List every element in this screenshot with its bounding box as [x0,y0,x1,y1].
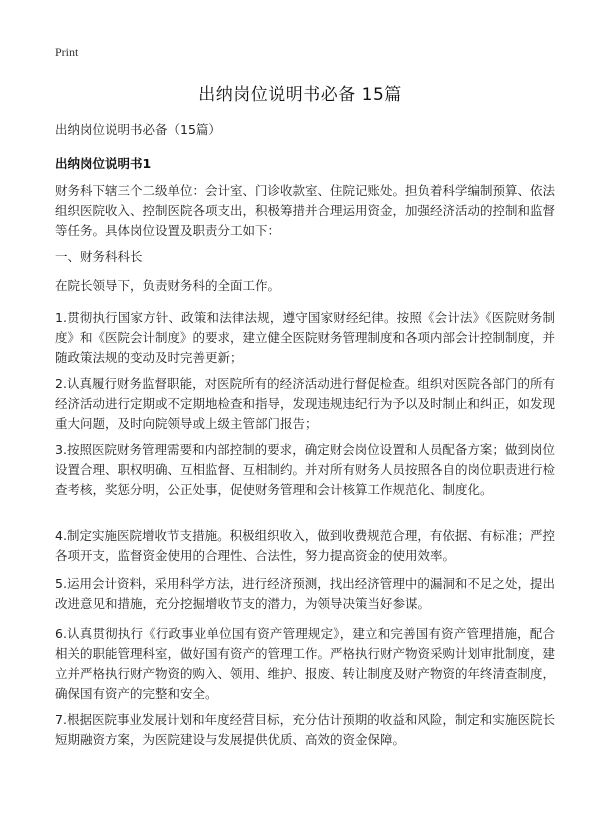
paragraph-chief-summary: 在院长领导下，负责财务科的全面工作。 [55,278,281,293]
paragraph-intro: 财务科下辖三个二级单位：会计室、门诊收款室、住院记账处。担负着科学编制预算、依法组织医院收入、控制医院各项支出，积极筹措并合理运用资金，加强经济活动的控制和监督等任务。具体岗位设置及职责分工如下： [55,183,556,238]
document-subtitle: 出纳岗位说明书必备（15篇） [55,122,221,137]
document-title: 出纳岗位说明书必备 15篇 [198,85,402,105]
paragraph-duty-7: 7.根据医院事业发展计划和年度经营目标，充分估计预期的收益和风险，制定和实施医院长短期融资方案，为医院建设与发展提供优质、高效的资金保障。 [55,712,555,747]
section-heading: 出纳岗位说明书1 [55,156,152,171]
paragraph-duty-5: 5.运用会计资料，采用科学方法，进行经济预测，找出经济管理中的漏洞和不足之处，提出改进意见和措施，充分挖掘增收节支的潜力，为领导决策当好参谋。 [55,576,555,611]
paragraph-duty-1: 1.贯彻执行国家方针、政策和法律法规，遵守国家财经纪律。按照《会计法》《医院财务制度》和《医院会计制度》的要求，建立健全医院财务管理制度和各项内部会计控制制度，并随政策法规的变动及时完善更新； [55,310,556,365]
paragraph-duty-6: 6.认真贯彻执行《行政事业单位国有资产管理规定》，建立和完善国有资产管理措施，配合相关的职能管理科室，做好国有资产的管理工作。严格执行财产物资采购计划审批制度，建立并严格执行财产物资的购入、领用、维护、报废、转让制度及财产物资的年终清查制度，确保国有资产的完整和安全。 [55,626,556,701]
paragraph-heading-chief: 一、财务科科长 [55,249,143,264]
print-link[interactable]: Print [55,45,79,59]
paragraph-duty-3: 3.按照医院财务管理需要和内部控制的要求，确定财会岗位设置和人员配备方案；做到岗位设置合理、职权明确、互相监督、互相制约。并对所有财务人员按照各自的岗位职责进行检查考核，奖惩分明，公正处事，促使财务管理和会计核算工作规范化、制度化。 [55,442,556,497]
paragraph-duty-2: 2.认真履行财务监督职能，对医院所有的经济活动进行督促检查。组织对医院各部门的所有经济活动进行定期或不定期地检查和指导，发现违规违纪行为予以及时制止和纠正，如发现重大问题，及时向院领导或上级主管部门报告； [55,376,556,431]
paragraph-duty-4: 4.制定实施医院增收节支措施。积极组织收入，做到收费规范合理，有依据、有标准；严控各项开支，监督资金使用的合理性、合法性，努力提高资金的使用效率。 [55,528,555,563]
